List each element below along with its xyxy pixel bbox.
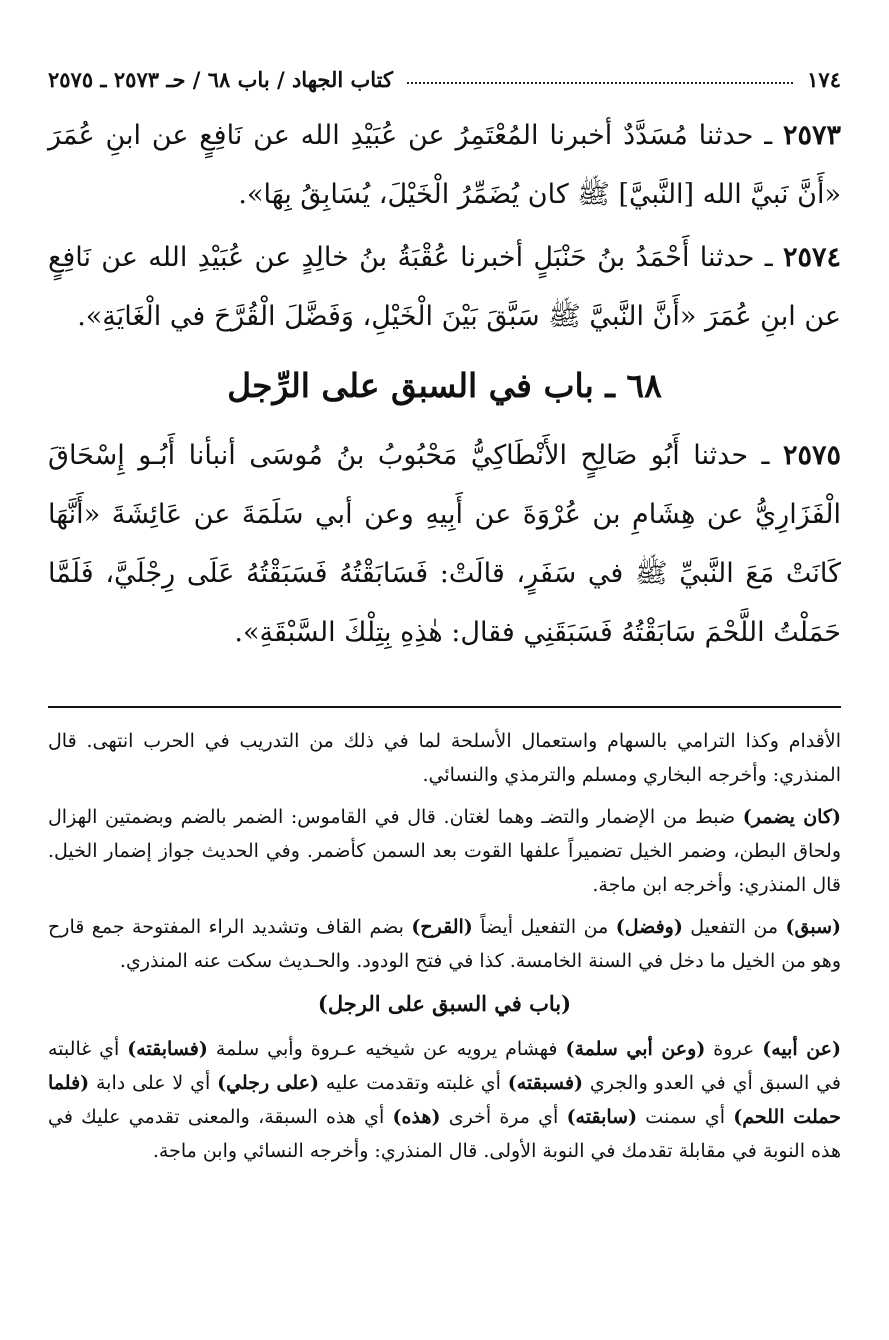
commentary-text: أي سمنت [637, 1106, 734, 1128]
hadith-text: ـ حدثنا أَحْمَدُ بنُ حَنْبَلٍ أخبرنا عُقْبَةُ بنُ خالِدٍ عن عُبَيْدِ الله عن نَافِعٍ عن ابنِ عُمَرَ «أَنَّ النَّبيَّ ﷺ سَبَّقَ بَيْنَ الْخَيْلِ، وَفَضَّلَ الْقُرَّحَ في الْغَايَةِ». [48, 242, 841, 332]
page-number: ١٧٤ [807, 67, 841, 92]
commentary-text: أي مرة أخرى [440, 1106, 567, 1128]
commentary [48, 724, 841, 1168]
running-title: كتاب الجهاد / باب ٦٨ / حـ ٢٥٧٣ ـ ٢٥٧٥ [48, 67, 393, 92]
commentary-text: من التفعيل أيضاً [472, 916, 616, 938]
hadith-number: ٢٥٧٥ [782, 440, 841, 471]
commentary-term: (سابقته) [566, 1106, 638, 1128]
commentary-term: (هذه) [392, 1106, 441, 1128]
footnote-divider [48, 706, 841, 708]
commentary-term: (وفضل) [615, 916, 683, 938]
commentary-text: عروة [705, 1038, 763, 1060]
commentary-subheading: (باب في السبق على الرجل) [317, 991, 572, 1016]
hadith-number: ٢٥٧٣ [782, 120, 841, 151]
hadith-text: ـ حدثنا أَبُو صَالِحٍ الأَنْطَاكِيُّ مَحْبُوبُ بنُ مُوسَى أنبأنا أَبُـو إِسْحَاقَ الْفَزَارِيُّ عن هِشَامِ بن عُرْوَةَ عن أَبِيهِ وعن أبي سَلَمَةَ عن عَائِشَةَ «أَنَّهَا كَانَتْ مَعَ النَّبيِّ ﷺ في سَفَرٍ، قالَتْ: فَسَابَقْتُهُ فَسَبَقْتُهُ عَلَى رِجْلَيَّ، فَلَمَّا حَمَلْتُ اللَّحْمَ سَابَقْتُهُ فَسَبَقَنِي فقال: هٰذِهِ بِتِلْكَ السَّبْقَةِ». [48, 440, 841, 648]
commentary-text: أي غالبته في السبق أي في العدو والجري [48, 1038, 841, 1094]
commentary-text: أي هذه السبقة، والمعنى تقدمي عليك في هذه النوبة في مقابلة تقدمك في النوبة الأولى. قال المنذري: وأخرجه النسائي وابن ماجة. [48, 1106, 841, 1162]
commentary-term: (سبق) [785, 916, 841, 938]
hadith-text: ـ حدثنا مُسَدَّدٌ أخبرنا المُعْتَمِرُ عن عُبَيْدِ الله عن نَافِعٍ عن ابنِ عُمَرَ «أَنَّ نَبيَّ الله [النَّبيَّ] ﷺ كان يُضَمِّرُ الْخَيْلَ، يُسَابِقُ بِهَا». [48, 120, 841, 210]
commentary-text: ضبط من الإضمار والتضـ وهما لغتان. قال في القاموس: الضمر بالضم وبضمتين الهزال ولحاق البطن، وضمر الخيل تضميراً علفها القوت بعد السمن كأضمر. وفي الحديث جواز إضمار الخيل. قال المنذري: وأخرجه ابن ماجة. [48, 806, 841, 896]
commentary-paragraph [48, 910, 841, 978]
commentary-term: (على رجلي) [217, 1072, 320, 1094]
commentary-paragraph [48, 1032, 841, 1168]
commentary-term: (فسابقته) [127, 1038, 208, 1060]
header-dot-leader [407, 82, 793, 84]
running-header [48, 48, 841, 92]
commentary-term: (القرح) [411, 916, 473, 938]
commentary-term: (وعن أبي سلمة) [565, 1038, 706, 1060]
hadith-2574 [48, 228, 841, 346]
commentary-text: أي غلبته وتقدمت عليه [319, 1072, 508, 1094]
main-text [48, 106, 841, 662]
commentary-term: (كان يضمر) [742, 806, 841, 828]
hadith-number: ٢٥٧٤ [782, 242, 841, 273]
hadith-2575 [48, 426, 841, 662]
commentary-text: من التفعيل [682, 916, 786, 938]
commentary-term: (عن أبيه) [762, 1038, 842, 1060]
chapter-heading: ٦٨ ـ باب في السبق على الرِّجل [227, 366, 662, 405]
commentary-paragraph [48, 800, 841, 902]
commentary-term: (فلما حملت اللحم) [48, 1072, 841, 1128]
commentary-term: (فسبقته) [507, 1072, 584, 1094]
hadith-2573 [48, 106, 841, 224]
commentary-text: بضم القاف وتشديد الراء المفتوحة جمع قارح وهو من الخيل ما دخل في السنة الخامسة. كذا في فتح الودود. والحـديث سكت عنه المنذري. [48, 916, 841, 972]
commentary-text: أي لا على دابة [89, 1072, 218, 1094]
commentary-paragraph: الأقدام وكذا الترامي بالسهام واستعمال الأسلحة لما في ذلك من التدريب في الحرب انتهى. قال المنذري: وأخرجه البخاري ومسلم والترمذي والنسائي. [48, 730, 841, 786]
commentary-text: فهشام يرويه عن شيخيه عـروة وأبي سلمة [207, 1038, 566, 1060]
